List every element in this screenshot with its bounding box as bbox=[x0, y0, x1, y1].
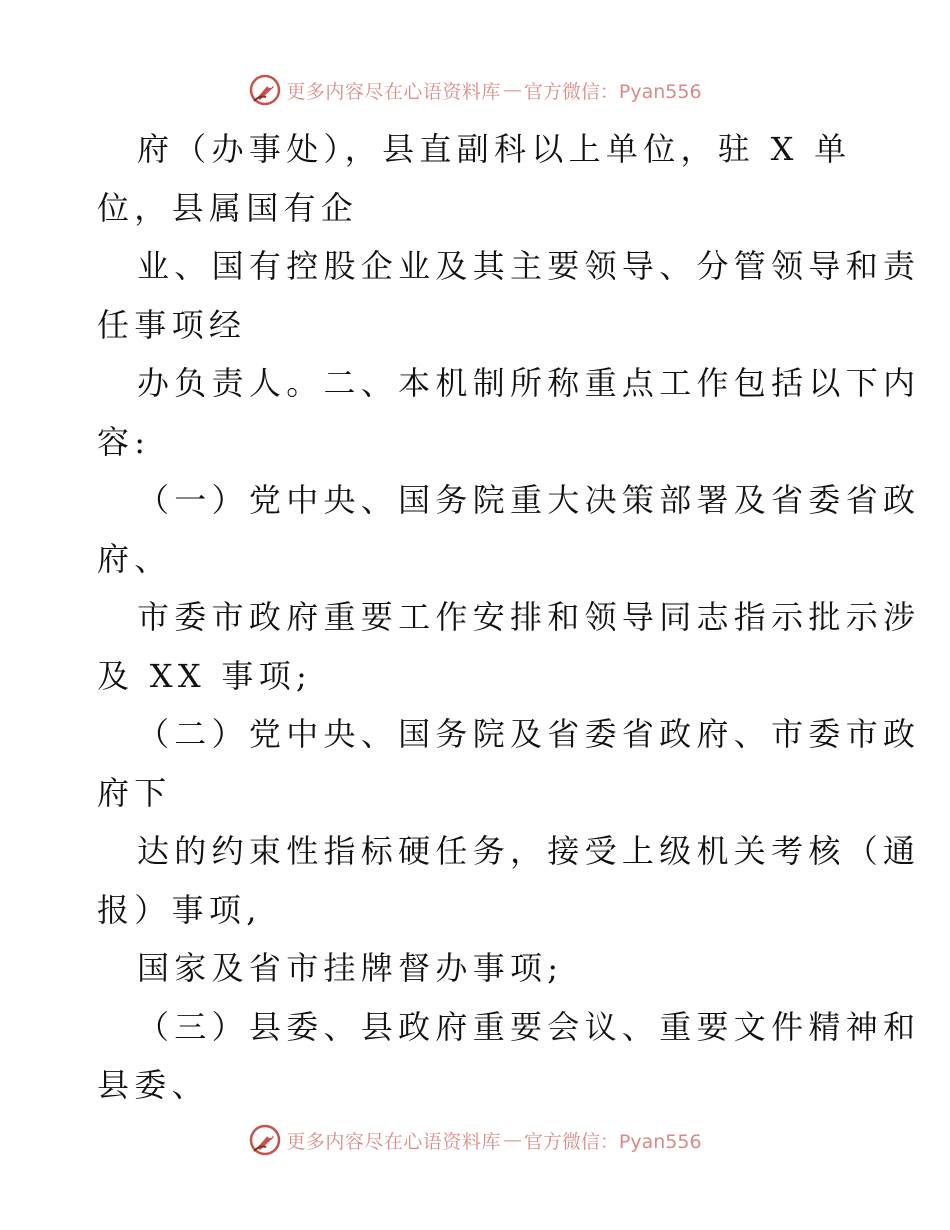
watermark-wechat: 官方微信：Pyan556 bbox=[523, 80, 702, 103]
text-line: 业、国有控股企业及其主要领导、分管领导和责 bbox=[137, 247, 921, 285]
text-line: 位，县属国有企 bbox=[97, 188, 359, 227]
text-line: 及 XX 事项; bbox=[97, 656, 313, 695]
document-body bbox=[97, 120, 921, 1115]
watermark-wechat: 官方微信：Pyan556 bbox=[523, 1130, 702, 1153]
text-line: 府下 bbox=[97, 773, 172, 812]
text-line: 容: bbox=[97, 422, 151, 461]
text-line: 县委、 bbox=[97, 1066, 209, 1104]
footer-watermark bbox=[0, 1120, 950, 1160]
text-line: 国家及省市挂牌督办事项; bbox=[137, 949, 564, 987]
watermark-text: 更多内容尽在心语资料库 bbox=[286, 1130, 501, 1153]
pen-nib-circle-icon bbox=[248, 1123, 282, 1157]
text-line: 办负责人。二、本机制所称重点工作包括以下内 bbox=[137, 364, 921, 402]
watermark-dash: — bbox=[502, 1129, 522, 1151]
text-line: 府、 bbox=[97, 539, 172, 578]
text-line: 报）事项, bbox=[97, 890, 262, 929]
header-watermark bbox=[0, 70, 950, 110]
text-line: （一）党中央、国务院重大决策部署及省委省政 bbox=[137, 481, 921, 519]
watermark-dash: — bbox=[502, 79, 522, 101]
text-line: （三）县委、县政府重要会议、重要文件精神和 bbox=[137, 1007, 921, 1046]
pen-nib-circle-icon bbox=[248, 73, 282, 107]
text-line: 任事项经 bbox=[97, 305, 247, 344]
text-line: 府（办事处），县直副科以上单位，驻 X 单 bbox=[137, 130, 852, 168]
text-line: 市委市政府重要工作安排和领导同志指示批示涉 bbox=[137, 598, 921, 636]
text-line: 达的约束性指标硬任务，接受上级机关考核（通 bbox=[137, 832, 921, 870]
text-line: （二）党中央、国务院及省委省政府、市委市政 bbox=[137, 715, 921, 753]
watermark-text: 更多内容尽在心语资料库 bbox=[286, 80, 501, 103]
